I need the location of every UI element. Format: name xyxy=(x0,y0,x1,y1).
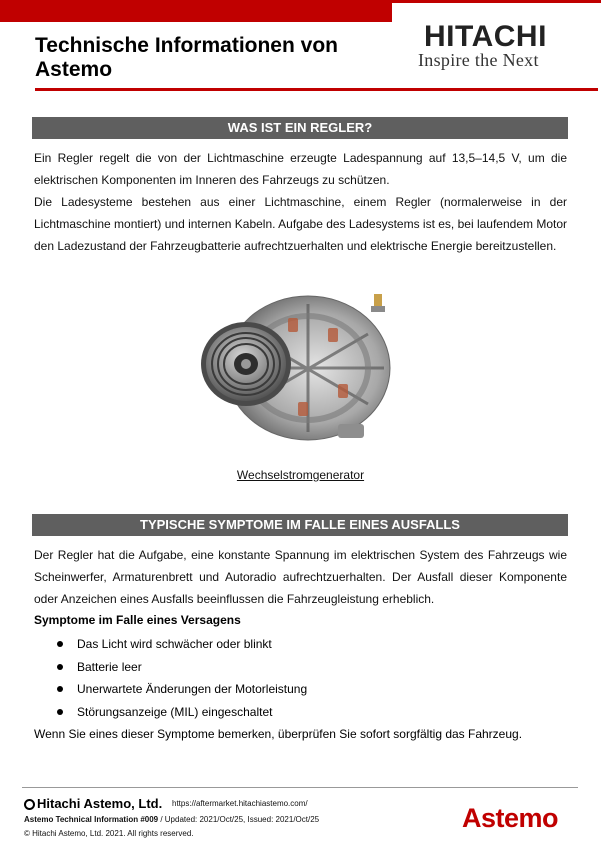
footer-copyright: © Hitachi Astemo, Ltd. 2021. All rights reserved. xyxy=(24,829,194,838)
header-red-bar xyxy=(0,0,392,22)
title-divider xyxy=(35,88,598,91)
list-item: Unerwartete Änderungen der Motorleistung xyxy=(57,678,307,701)
bullet-icon xyxy=(57,709,63,715)
paragraph: Ein Regler regelt die von der Lichtmaschine erzeugte Ladespannung auf 13,5–14,5 V, um die elektrischen Komponenten im Inneren des Fahrzeugs zu schützen. xyxy=(34,151,567,187)
paragraph: Die Ladesysteme bestehen aus einer Lichtmaschine, einem Regler (normalerweise in der Lichtmaschine montiert) und internen Kabeln. Aufgabe des Ladesystems ist es, bei laufendem Motor den Ladezustand der Fahrzeugbatterie aufrechtzuerhalten und elektrische Energie bereitzustellen. xyxy=(34,195,567,253)
footer-company-logo: Hitachi Astemo, Ltd. xyxy=(24,796,162,811)
image-caption: Wechselstromgenerator xyxy=(236,468,365,482)
alternator-image xyxy=(188,284,398,454)
closing-note: Wenn Sie eines dieser Symptome bemerken, überprüfen Sie sofort sorgfältig das Fahrzeug. xyxy=(34,727,523,741)
bullet-icon xyxy=(57,664,63,670)
symptoms-intro: Der Regler hat die Aufgabe, eine konstante Spannung im elektrischen System des Fahrzeugs wie Scheinwerfer, Armaturenbrett und Autoradio aufrechtzuerhalten. Der Ausfall dieser Komponente oder Anzeichen eines Ausfalls beeinflussen die Fahrzeugleistung erheblich. xyxy=(34,548,567,606)
footer-doc-info: Astemo Technical Information #009 / Updated: 2021/Oct/25, Issued: 2021/Oct/25 xyxy=(24,815,320,824)
page-title: Technische Informationen von Astemo xyxy=(35,34,338,81)
list-item: Störungsanzeige (MIL) eingeschaltet xyxy=(57,701,307,724)
list-item: Batterie leer xyxy=(57,656,307,679)
hitachi-mark-icon xyxy=(24,799,35,810)
footer-url-link[interactable]: https://aftermarket.hitachiastemo.com/ xyxy=(172,799,308,808)
section-heading-symptome: TYPISCHE SYMPTOME IM FALLE EINES AUSFALLS xyxy=(32,514,568,536)
hitachi-logo: HITACHI xyxy=(424,20,547,53)
bullet-icon xyxy=(57,641,63,647)
symptoms-list xyxy=(57,633,307,723)
bullet-icon xyxy=(57,686,63,692)
list-item: Das Licht wird schwächer oder blinkt xyxy=(57,633,307,656)
astemo-logo: Astemo xyxy=(462,803,559,833)
symptoms-heading: Symptome im Falle eines Versagens xyxy=(34,613,241,627)
regler-description xyxy=(34,147,567,257)
brand-tagline: Inspire the Next xyxy=(418,50,539,70)
footer-divider xyxy=(22,787,578,788)
header-red-line xyxy=(392,0,601,3)
section-heading-regler: WAS IST EIN REGLER? xyxy=(32,117,568,139)
